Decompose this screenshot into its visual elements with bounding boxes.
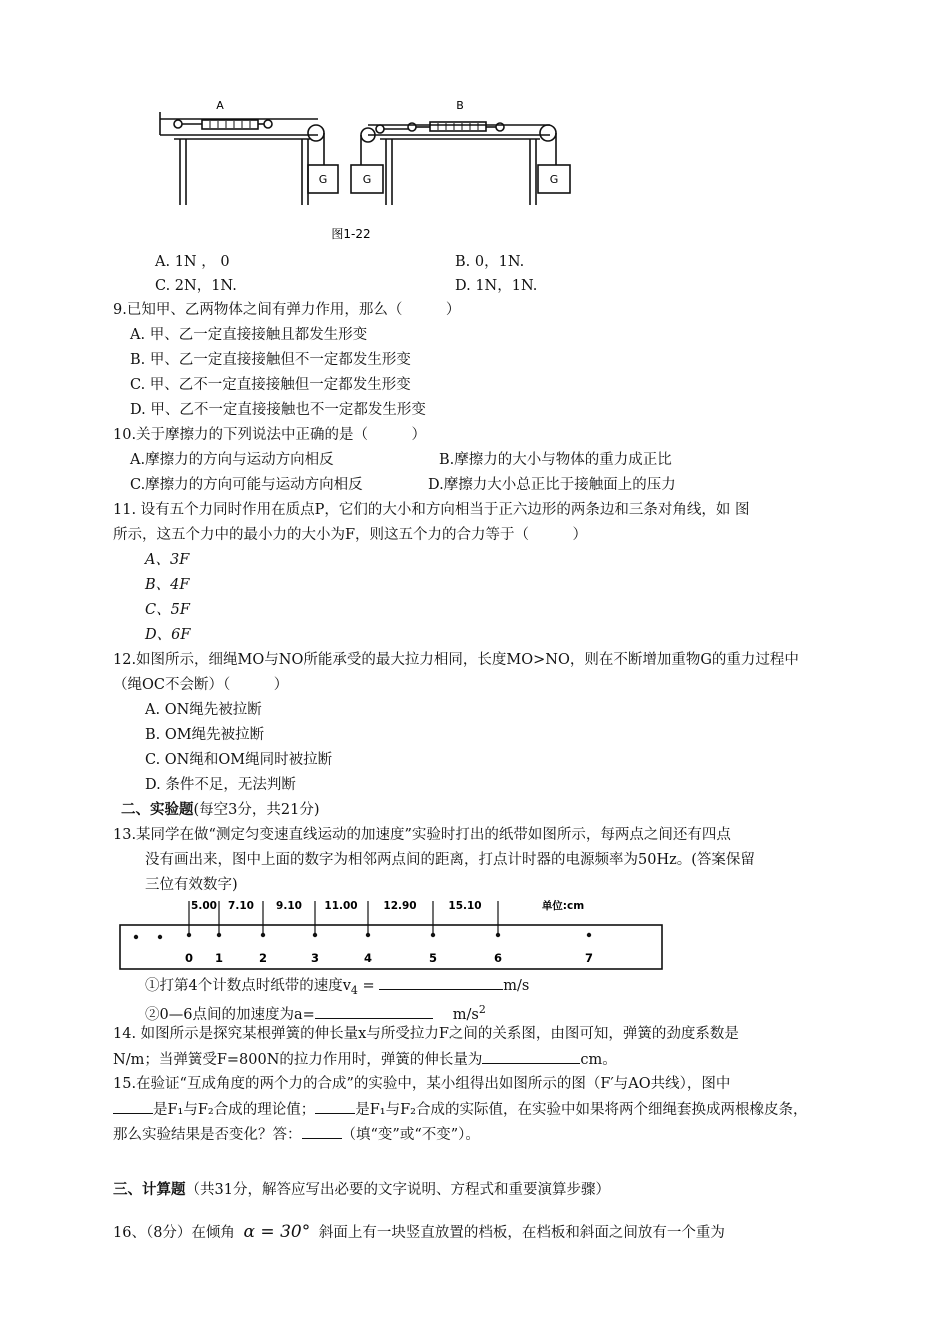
figure-caption: 图1-22 (331, 227, 371, 241)
q15-line3 (113, 1124, 480, 1145)
tape-distance: 7.10 (228, 900, 254, 912)
q10-stem: 10.关于摩擦力的下列说法中正确的是（ ） (113, 427, 427, 443)
q9-option-b: B. 甲、乙一定直接接触但不一定都发生形变 (130, 352, 411, 368)
q12-option-b: B. OM绳先被拉断 (145, 727, 265, 743)
tape-point-label: 1 (214, 951, 224, 965)
figure-1-22 (150, 95, 590, 245)
weight-label: G (549, 173, 559, 186)
figure-label-b: B (456, 99, 464, 112)
tape-point-label: 2 (258, 951, 268, 965)
tape-point-label: 7 (584, 951, 594, 965)
q8-option-d: D. 1N，1N. (455, 278, 538, 294)
q13-line1: 13.某同学在做“测定匀变速直线运动的加速度”实验时打出的纸带如图所示，每两点之间还有四点 (113, 827, 731, 843)
q13-blank2-unit: m/s (452, 1006, 479, 1023)
q13-acceleration-blank[interactable] (315, 1004, 433, 1019)
q12-stem-line1: 12.如图所示，细绳MO与NO所能承受的最大拉力相同，长度MO>NO，则在不断增加重物G的重力过程中 (113, 652, 799, 668)
tape-unit: 单位:cm (541, 900, 585, 912)
tape-distance: 12.90 (383, 900, 417, 912)
section3-heading (113, 1180, 610, 1200)
weight-label: G (362, 173, 372, 186)
q14-extension-blank[interactable] (482, 1049, 580, 1064)
q8-option-b: B. 0，1N. (455, 254, 525, 270)
tape-point-label: 4 (363, 951, 373, 965)
q16-suffix: 斜面上有一块竖直放置的档板，在档板和斜面之间放有一个重为 (318, 1225, 725, 1241)
q11-option-b: B、4F (145, 577, 190, 593)
q14-line2-a: N/m；当弹簧受F=800N的拉力作用时，弹簧的伸长量为 (113, 1052, 483, 1068)
tape-distance: 5.00 (191, 900, 217, 912)
q13-line2: 没有画出来，图中上面的数字为相邻两点间的距离，打点计时器的电源频率为50Hz。(答案保留 (145, 852, 755, 868)
q15-actual-blank[interactable] (315, 1099, 355, 1114)
q14-line1: 14. 如图所示是探究某根弹簧的伸长量x与所受拉力F之间的关系图，由图可知，弹簧的劲度系数是 (113, 1026, 739, 1042)
q10-option-d: D.摩擦力大小总正比于接触面上的压力 (428, 477, 676, 493)
q9-option-d: D. 甲、乙不一定直接接触也不一定都发生形变 (130, 402, 426, 418)
q13-blank1-sub: 4 (350, 983, 358, 997)
q10-option-a: A.摩擦力的方向与运动方向相反 (130, 452, 334, 468)
q16-line1 (113, 1222, 725, 1243)
q9-stem: 9.已知甲、乙两物体之间有弹力作用，那么（ ） (113, 302, 461, 318)
tape-point-label: 3 (310, 951, 320, 965)
q16-alpha-formula: α = 30° (243, 1222, 311, 1242)
q11-stem-line1: 11. 设有五个力同时作用在质点P，它们的大小和方向相当于正六边形的两条边和三条对角线，如 图 (113, 502, 750, 518)
section2-title: 实验题 (150, 801, 194, 818)
q15-line3-b: （填“变”或“不变”）。 (341, 1127, 480, 1143)
q15-line1: 15.在验证“互成角度的两个力的合成”的实验中，某小组得出如图所示的图（F′与AO共线），图中 (113, 1076, 731, 1092)
q11-option-d: D、6F (145, 627, 191, 643)
q15-line2 (113, 1099, 808, 1120)
q13-blank2-row (145, 1000, 486, 1025)
q8-option-a: A. 1N ， 0 (155, 254, 230, 270)
q11-option-c: C、5F (145, 602, 190, 618)
section2-heading (121, 800, 320, 820)
section3-note: （共31分，解答应写出必要的文字说明、方程式和重要演算步骤） (185, 1182, 610, 1198)
q11-stem-line2: 所示，这五个力中的最小力的大小为F，则这五个力的合力等于（ ） (113, 527, 588, 543)
figure-label-a: A (216, 99, 224, 112)
q15-line3-a: 那么实验结果是否变化？答： (113, 1127, 302, 1143)
q9-option-a: A. 甲、乙一定直接接触且都发生形变 (130, 327, 368, 343)
q14-line2-b: cm。 (580, 1052, 617, 1068)
section2-note: (每空3分，共21分) (193, 802, 320, 818)
q13-line3: 三位有效数字) (145, 877, 238, 893)
tape-point-label: 6 (493, 951, 503, 965)
q12-stem-line2: （绳OC不会断）（ ） (113, 677, 289, 693)
q13-velocity-blank[interactable] (379, 975, 503, 990)
q13-blank2-prefix: ②0—6点间的加速度为a= (145, 1006, 315, 1023)
q12-option-c: C. ON绳和OM绳同时被拉断 (145, 752, 333, 768)
q13-blank1-unit: m/s (503, 978, 530, 994)
q16-prefix: 16、（8分）在倾角 (113, 1225, 235, 1241)
q11-option-a: A、3F (145, 552, 190, 568)
section3-number: 三、 (113, 1181, 142, 1198)
tape-distance: 15.10 (448, 900, 482, 912)
q14-line2 (113, 1049, 617, 1070)
q15-theoretical-blank[interactable] (113, 1099, 153, 1114)
q12-option-d: D. 条件不足，无法判断 (145, 777, 296, 793)
q15-line2-b: 是F₁与F₂合成的实际值，在实验中如果将两个细绳套换成两根橡皮条， (355, 1102, 808, 1118)
q13-blank1-row (145, 975, 529, 1001)
q12-option-a: A. ON绳先被拉断 (145, 702, 262, 718)
paper-tape (120, 925, 662, 969)
paper-tape-figure (118, 895, 668, 980)
q8-option-c: C. 2N，1N. (155, 278, 237, 294)
tape-distance: 9.10 (276, 900, 302, 912)
section3-title: 计算题 (142, 1181, 186, 1198)
tape-point-label: 5 (428, 951, 438, 965)
q10-option-b: B.摩擦力的大小与物体的重力成正比 (439, 452, 672, 468)
tape-distance: 11.00 (324, 900, 358, 912)
q13-blank2-sup: 2 (478, 1003, 486, 1016)
q9-option-c: C. 甲、乙不一定直接接触但一定都发生形变 (130, 377, 411, 393)
q13-blank1-prefix: ①打第4个计数点时纸带的速度v (145, 978, 351, 994)
q15-answer-blank[interactable] (302, 1124, 342, 1139)
q15-line2-a: 是F₁与F₂合成的理论值； (153, 1102, 316, 1118)
weight-label: G (318, 173, 328, 186)
section2-number: 二、 (121, 801, 150, 818)
q10-option-c: C.摩擦力的方向可能与运动方向相反 (130, 477, 363, 493)
tape-point-label: 0 (184, 951, 194, 965)
q13-blank1-eq: = (357, 978, 380, 994)
